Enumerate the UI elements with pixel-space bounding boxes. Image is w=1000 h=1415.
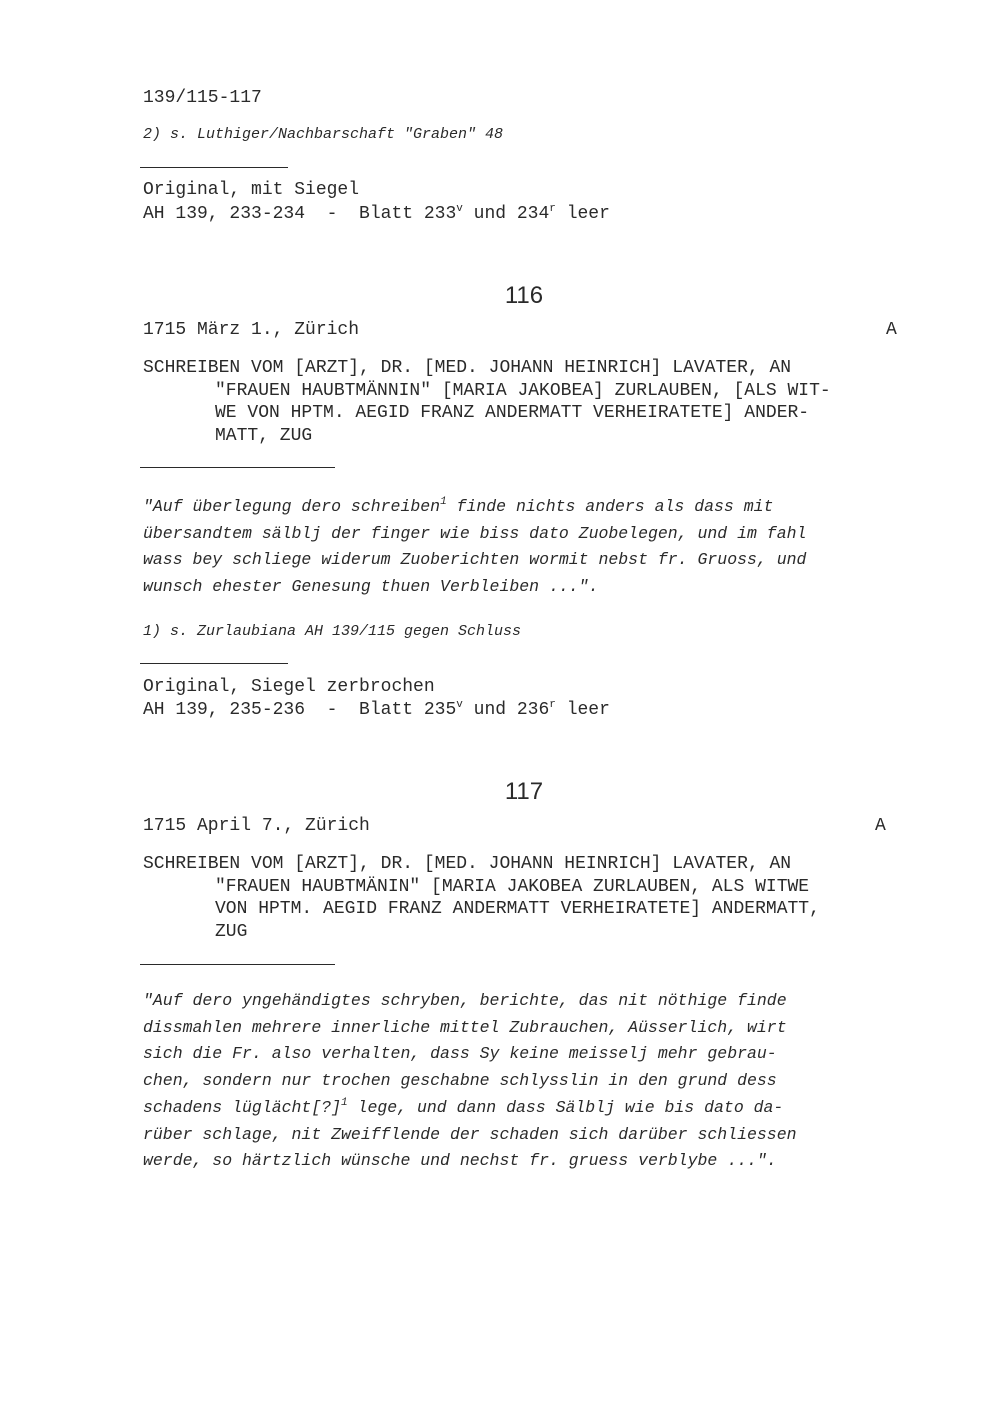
quote-line: werde, so härtzlich wünsche und nechst fr. gruess verblybe ...". [143, 1151, 777, 1171]
source-archive-116: AH 139, 235-236 - Blatt 235$^v$ und 236$^r$ leer [143, 699, 610, 720]
footnote-115: 2) s. Luthiger/Nachbarschaft "Graben" 48 [143, 126, 504, 143]
document-title-117 [143, 853, 913, 943]
title-rule-117 [140, 964, 335, 965]
title-line: MATT, ZUG [215, 425, 313, 446]
quote-line: chen, sondern nur trochen geschabne schlysslin in den grund dess [143, 1071, 777, 1091]
quote-line: "Auf dero yngehändigtes schryben, berichte, das nit nöthige finde [143, 991, 787, 1010]
title-line: VON HPTM. AEGID FRANZ ANDERMATT VERHEIRATETE] ANDERMATT, [215, 899, 820, 919]
document-category-116: A [886, 320, 897, 340]
document-number-116: 116 [504, 282, 544, 309]
footnote-116: 1) s. Zurlaubiana AH 139/115 gegen Schluss [143, 623, 522, 640]
document-number-117: 117 [504, 778, 544, 805]
quote-117 [143, 988, 903, 1175]
document-date-117: 1715 April 7., Zürich [143, 816, 370, 836]
source-original-115: Original, mit Siegel [143, 180, 360, 200]
title-line: SCHREIBEN VOM [ARZT], DR. [MED. JOHANN HEINRICH] LAVATER, AN [143, 358, 792, 378]
quote-line: dissmahlen mehrere innerliche mittel Zubrauchen, Aüsserlich, wirt [143, 1017, 787, 1037]
source-original-116: Original, Siegel zerbrochen [143, 677, 435, 697]
quote-line: übersandtem sälblj der finger wie biss dato Zuobelegen, und im fahl [143, 523, 807, 543]
quote-line: sich die Fr. also verhalten, dass Sy keine meisselj mehr gebrau- [143, 1044, 777, 1064]
title-line: SCHREIBEN VOM [ARZT], DR. [MED. JOHANN HEINRICH] LAVATER, AN [143, 854, 792, 874]
document-date-116: 1715 März 1., Zürich [143, 320, 360, 340]
reference-number: 139/115-117 [143, 88, 262, 108]
title-line: "FRAUEN HAUBTMÄNNIN" [MARIA JAKOBEA] ZURLAUBEN, [ALS WIT- [215, 380, 831, 401]
quote-line: rüber schlage, nit Zweifflende der schaden sich darüber schliessen [143, 1124, 797, 1144]
quote-line: schadens lüglächt[?]$^1$ lege, und dann dass Sälblj wie bis dato da- [143, 1096, 784, 1117]
title-line: ZUG [215, 921, 248, 942]
footnote-rule [140, 663, 288, 664]
document-title-116 [143, 357, 913, 447]
document-category-117: A [875, 816, 886, 836]
quote-116 [143, 494, 903, 601]
title-rule-116 [140, 467, 335, 468]
quote-line: wunsch ehester Genesung thuen Verbleiben ...". [143, 577, 599, 597]
title-line: WE VON HPTM. AEGID FRANZ ANDERMATT VERHEIRATETE] ANDER- [215, 403, 810, 423]
quote-line: "Auf überlegung dero schreiben$^1$ finde nichts anders als dass mit [143, 496, 774, 516]
title-line: "FRAUEN HAUBTMÄNIN" [MARIA JAKOBEA ZURLAUBEN, ALS WITWE [215, 876, 810, 897]
source-archive-115: AH 139, 233-234 - Blatt 233$^v$ und 234$^r$ leer [143, 203, 610, 224]
quote-line: wass bey schliege widerum Zuoberichten wormit nebst fr. Gruoss, und [143, 550, 807, 570]
footnote-rule [140, 167, 288, 168]
